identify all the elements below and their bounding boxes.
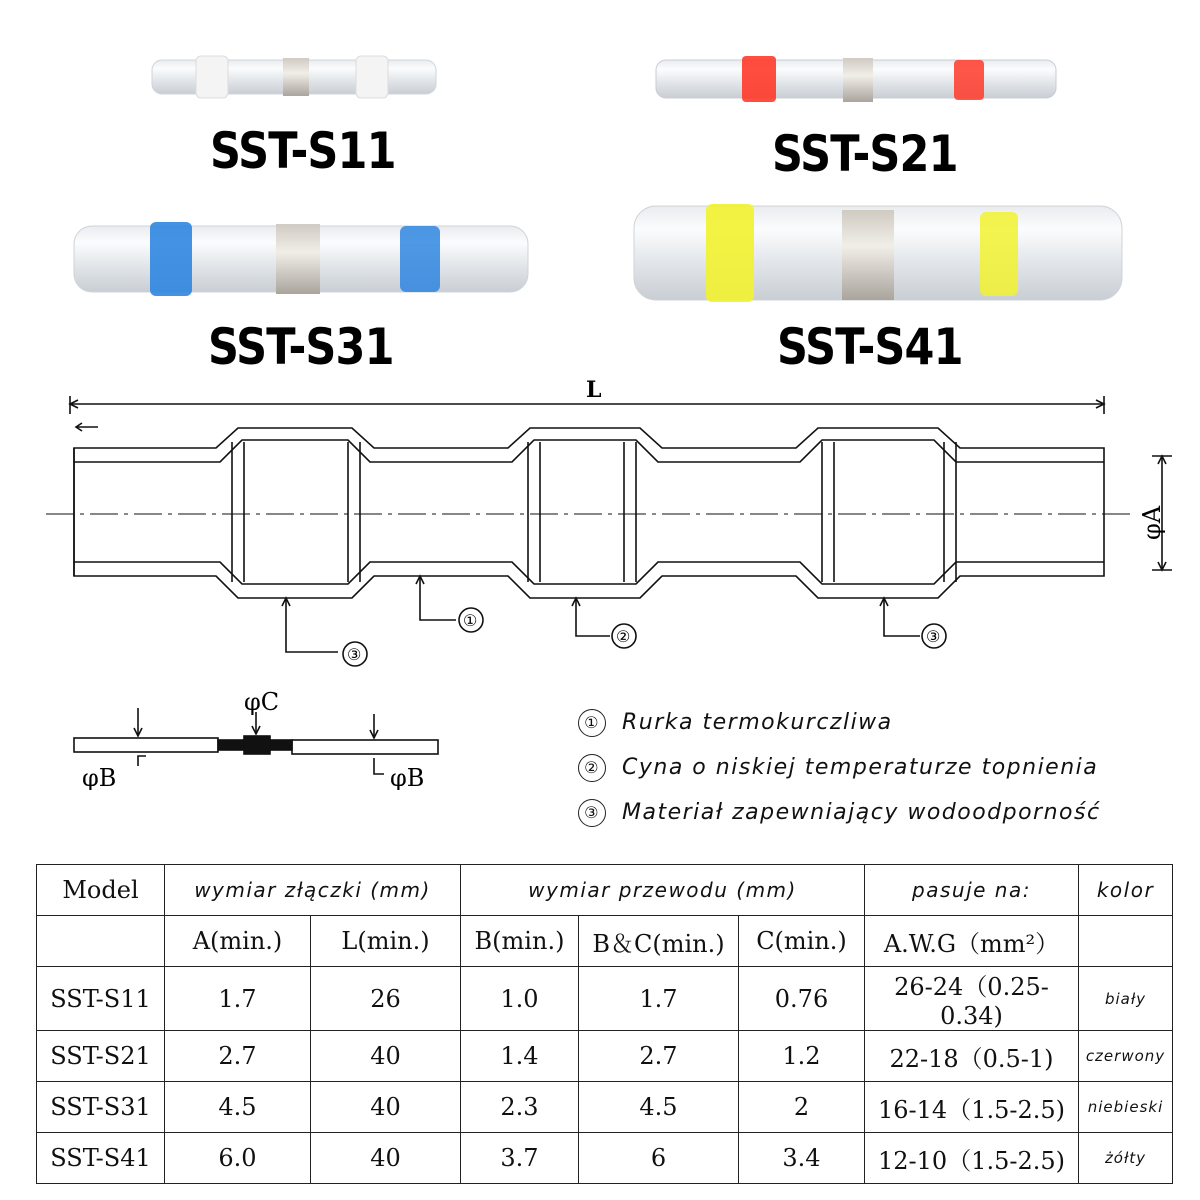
cell-l: 40: [311, 1133, 461, 1184]
cell-bc: 6: [579, 1133, 739, 1184]
legend-text: Cyna o niskiej temperaturze topnienia: [622, 755, 1099, 780]
diameter-b-label-left: φB: [82, 764, 117, 790]
cell-model: SST-S21: [37, 1031, 165, 1082]
cell-b: 1.4: [461, 1031, 579, 1082]
cell-bc: 1.7: [579, 967, 739, 1031]
header-awg: A.W.G（mm²）: [865, 916, 1079, 967]
legend-number: ①: [578, 709, 606, 737]
cell-a: 2.7: [165, 1031, 311, 1082]
cell-model: SST-S11: [37, 967, 165, 1031]
cell-awg: 22-18（0.5-1): [865, 1031, 1079, 1082]
product-image-sst-s41: [634, 204, 1122, 302]
cell-awg: 26-24（0.25-0.34): [865, 967, 1079, 1031]
cell-bc: 4.5: [579, 1082, 739, 1133]
header-l-min: L(min.): [311, 916, 461, 967]
header-fits: pasuje na:: [865, 865, 1079, 916]
cell-color: niebieski: [1079, 1082, 1173, 1133]
model-label-sst-s11: SST-S11: [210, 122, 396, 180]
table-row: [37, 1082, 1173, 1133]
legend-item-2: [578, 745, 1101, 790]
product-image-sst-s31: [74, 222, 528, 296]
cell-b: 1.0: [461, 967, 579, 1031]
cell-c: 0.76: [739, 967, 865, 1031]
header-a-min: A(min.): [165, 916, 311, 967]
cell-bc: 2.7: [579, 1031, 739, 1082]
cell-awg: 16-14（1.5-2.5): [865, 1082, 1079, 1133]
specification-table: [36, 864, 1173, 1184]
cell-color: żółty: [1079, 1133, 1173, 1184]
cell-awg: 12-10（1.5-2.5): [865, 1133, 1079, 1184]
cell-a: 6.0: [165, 1133, 311, 1184]
product-photos: [0, 0, 1200, 310]
legend-number: ②: [578, 754, 606, 782]
cell-c: 2: [739, 1082, 865, 1133]
cell-model: SST-S41: [37, 1133, 165, 1184]
cell-a: 1.7: [165, 967, 311, 1031]
callout-3-left: ③: [347, 645, 362, 664]
cell-color: biały: [1079, 967, 1173, 1031]
cell-b: 2.3: [461, 1082, 579, 1133]
cell-color: czerwony: [1079, 1031, 1173, 1082]
diameter-b-label-right: φB: [390, 764, 425, 790]
cell-b: 3.7: [461, 1133, 579, 1184]
cell-a: 4.5: [165, 1082, 311, 1133]
product-image-sst-s11: [152, 56, 436, 98]
callout-1: ①: [463, 611, 478, 630]
diameter-a-label: φA: [1138, 505, 1166, 540]
cell-model: SST-S31: [37, 1082, 165, 1133]
model-label-sst-s21: SST-S21: [772, 125, 958, 183]
table-row: [37, 1133, 1173, 1184]
legend-item-1: [578, 700, 1101, 745]
header-joint-dimension: wymiar złączki (mm): [165, 865, 461, 916]
cell-l: 40: [311, 1031, 461, 1082]
cell-l: 40: [311, 1082, 461, 1133]
table-row: [37, 1031, 1173, 1082]
model-label-sst-s41: SST-S41: [777, 318, 963, 376]
legend: [578, 700, 1101, 835]
header-empty: [1079, 916, 1173, 967]
header-wire-dimension: wymiar przewodu (mm): [461, 865, 865, 916]
cell-l: 26: [311, 967, 461, 1031]
table-header-row-2: [37, 916, 1173, 967]
callout-2: ②: [616, 627, 631, 646]
table-row: [37, 967, 1173, 1031]
header-empty: [37, 916, 165, 967]
legend-text: Rurka termokurczliwa: [622, 710, 893, 735]
legend-text: Materiał zapewniający wodoodporność: [622, 800, 1101, 825]
diameter-c-label: φC: [244, 688, 280, 716]
header-bc-min: B＆C(min.): [579, 916, 739, 967]
callout-3-right: ③: [926, 627, 941, 646]
length-label: L: [586, 377, 602, 403]
header-color: kolor: [1079, 865, 1173, 916]
cell-c: 3.4: [739, 1133, 865, 1184]
model-label-sst-s31: SST-S31: [208, 318, 394, 376]
cell-c: 1.2: [739, 1031, 865, 1082]
legend-number: ③: [578, 799, 606, 827]
header-c-min: C(min.): [739, 916, 865, 967]
product-image-sst-s21: [656, 56, 1056, 102]
header-model: Model: [37, 865, 165, 916]
legend-item-3: [578, 790, 1101, 835]
table-header-row-1: [37, 865, 1173, 916]
header-b-min: B(min.): [461, 916, 579, 967]
